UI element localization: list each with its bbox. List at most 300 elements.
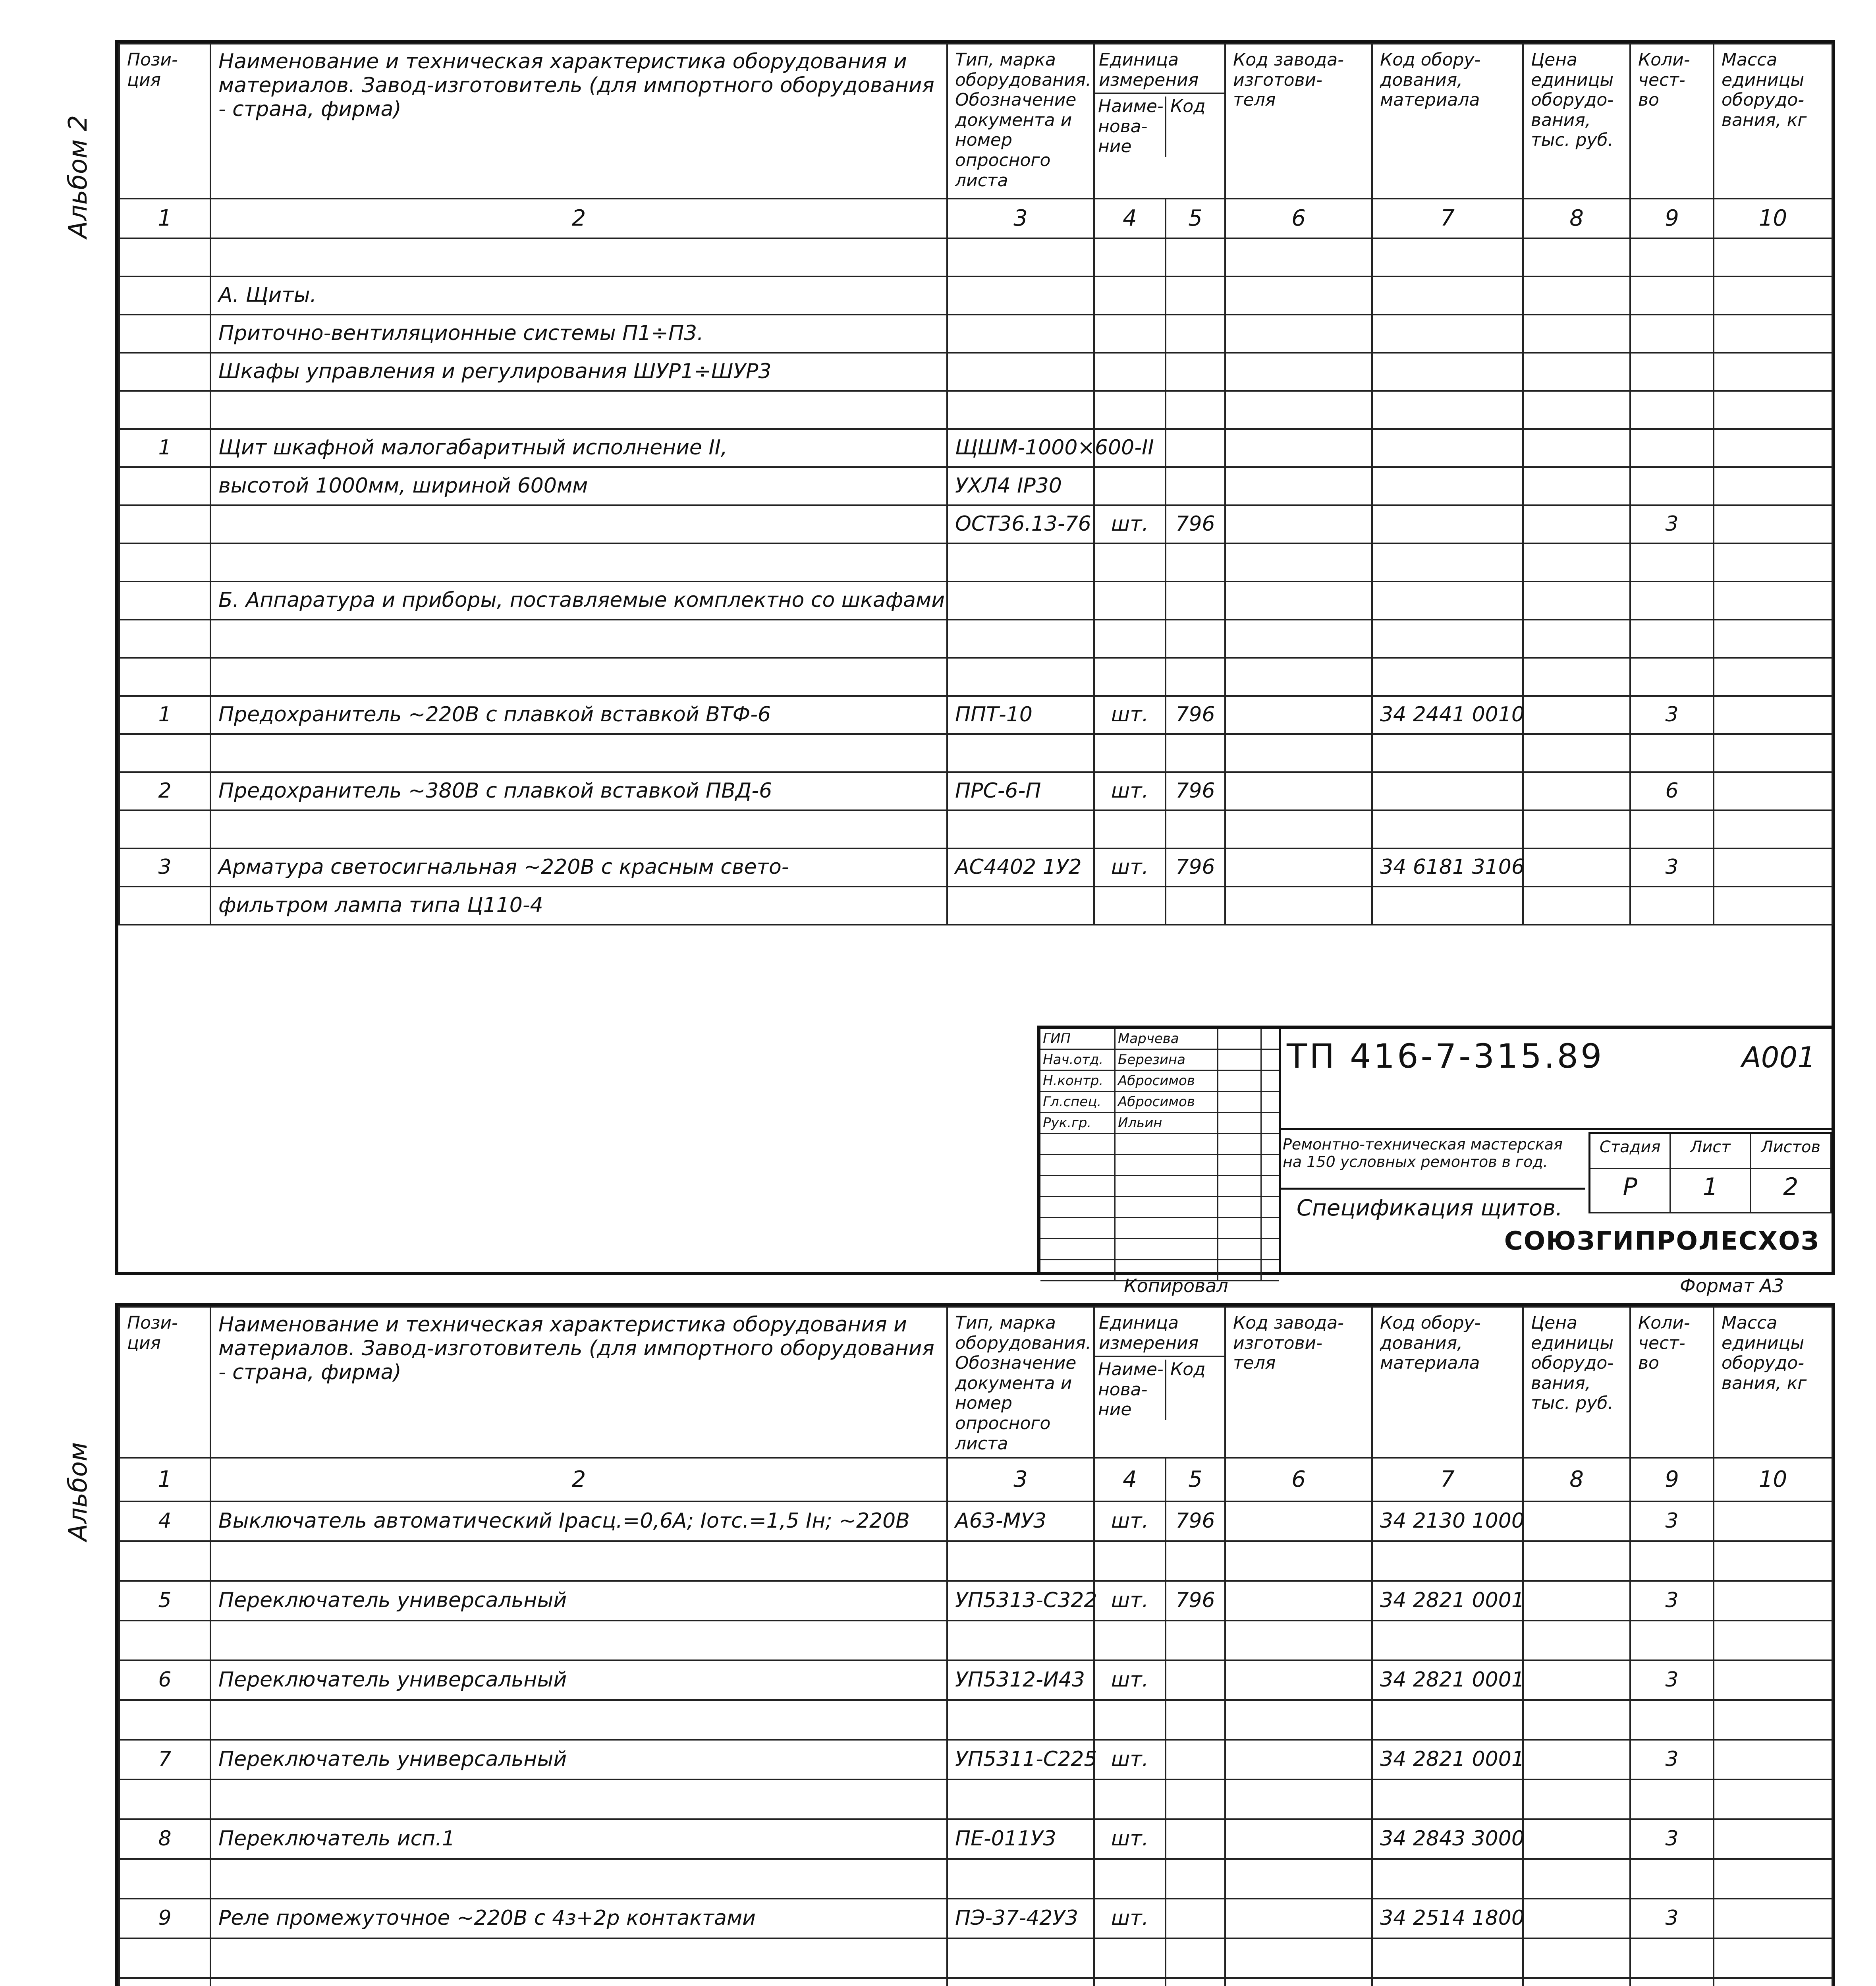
row-equipment-code (1372, 1541, 1523, 1581)
row-price (1523, 1819, 1630, 1859)
row-plant-code (1225, 1740, 1372, 1779)
row-type: УХЛ4 IP30 (947, 467, 1094, 505)
row-price (1523, 734, 1630, 772)
row-type (947, 353, 1094, 391)
hdr-unit-name: Наиме-нова-ние (1095, 97, 1166, 157)
row-unit-code (1166, 1938, 1225, 1978)
title-block (1037, 1026, 1832, 1272)
spec-table-sheet2 (118, 1306, 1833, 1986)
row-unit (1094, 1621, 1166, 1660)
row-name (210, 1621, 947, 1660)
row-plant-code (1225, 696, 1372, 734)
row-name (210, 810, 947, 848)
hdr-unit (1094, 1307, 1225, 1458)
table-row (119, 1501, 1832, 1541)
row-unit-code (1166, 1779, 1225, 1819)
row-plant-code (1225, 1581, 1372, 1621)
row-unit-code (1166, 582, 1225, 620)
row-plant-code (1225, 1859, 1372, 1899)
row-type (947, 543, 1094, 582)
row-plant-code (1225, 1899, 1372, 1938)
row-plant-code (1225, 1501, 1372, 1541)
row-type (947, 1978, 1094, 1986)
row-name: фильтром лампа типа Ц110-4 (210, 887, 947, 925)
row-type (947, 1621, 1094, 1660)
hdr-type: Тип, марка оборудования. Обозначение документа и номер опросного листа (947, 1307, 1094, 1458)
row-position: 8 (119, 1819, 210, 1859)
row-equipment-code (1372, 467, 1523, 505)
table-row (119, 620, 1832, 658)
table-row (119, 1740, 1832, 1779)
row-plant-code (1225, 505, 1372, 543)
row-mass (1714, 1740, 1832, 1779)
row-price (1523, 1938, 1630, 1978)
row-unit: шт. (1094, 1740, 1166, 1779)
table-row (119, 276, 1832, 315)
row-plant-code (1225, 734, 1372, 772)
row-quantity: 3 (1630, 1581, 1714, 1621)
col-num: 3 (947, 199, 1094, 238)
row-unit: шт. (1094, 696, 1166, 734)
row-plant-code (1225, 810, 1372, 848)
col-num: 2 (210, 1458, 947, 1501)
row-plant-code (1225, 1700, 1372, 1740)
row-type: УП5312-И43 (947, 1660, 1094, 1700)
row-type (947, 810, 1094, 848)
row-position (119, 810, 210, 848)
row-unit-code (1166, 276, 1225, 315)
row-mass (1714, 1700, 1832, 1740)
row-price (1523, 1700, 1630, 1740)
row-position: 6 (119, 1660, 210, 1700)
row-unit: шт. (1094, 1581, 1166, 1621)
row-mass (1714, 543, 1832, 582)
stage-value: Р (1590, 1169, 1671, 1213)
sig-row (1040, 1113, 1279, 1134)
row-equipment-code (1372, 1938, 1523, 1978)
row-quantity (1630, 543, 1714, 582)
row-mass (1714, 315, 1832, 353)
row-name (210, 505, 947, 543)
row-equipment-code: 34 2514 1800 (1372, 1899, 1523, 1938)
row-name (210, 238, 947, 276)
sig-person: Абросимов (1116, 1092, 1218, 1112)
row-equipment-code (1372, 315, 1523, 353)
table-row (119, 696, 1832, 734)
row-position (119, 620, 210, 658)
row-price (1523, 887, 1630, 925)
stage-table (1588, 1132, 1832, 1213)
row-name: Арматура светосигнальная ~220В с красным свето- (210, 848, 947, 887)
row-mass (1714, 772, 1832, 810)
row-mass (1714, 620, 1832, 658)
row-type: ППТ-10 (947, 696, 1094, 734)
sheets-label: Листов (1751, 1134, 1832, 1169)
row-name: Щит шкафной малогабаритный исполнение II, (210, 429, 947, 467)
row-unit-code (1166, 658, 1225, 696)
row-plant-code (1225, 1978, 1372, 1986)
table-row (119, 1700, 1832, 1740)
row-name (210, 1978, 947, 1986)
sig-row-empty (1040, 1218, 1279, 1239)
row-unit-code: 796 (1166, 1581, 1225, 1621)
row-unit (1094, 238, 1166, 276)
row-quantity (1630, 429, 1714, 467)
sig-signature (1218, 1113, 1262, 1133)
sig-row-empty (1040, 1155, 1279, 1176)
column-number-row (119, 199, 1832, 238)
row-mass (1714, 505, 1832, 543)
row-quantity (1630, 810, 1714, 848)
row-unit-code: 796 (1166, 696, 1225, 734)
row-quantity (1630, 1978, 1714, 1986)
row-equipment-code (1372, 391, 1523, 429)
row-unit: шт. (1094, 505, 1166, 543)
hdr-price: Цена единицы оборудо-вания, тыс. руб. (1523, 1307, 1630, 1458)
sheet1-body (119, 238, 1832, 925)
row-price (1523, 582, 1630, 620)
table-row (119, 1621, 1832, 1660)
col-num: 8 (1523, 1458, 1630, 1501)
divider (1279, 1188, 1585, 1190)
row-price (1523, 848, 1630, 887)
row-plant-code (1225, 772, 1372, 810)
row-position (119, 1859, 210, 1899)
row-quantity (1630, 1541, 1714, 1581)
row-unit-code: 796 (1166, 1501, 1225, 1541)
col-num: 2 (210, 199, 947, 238)
row-mass (1714, 887, 1832, 925)
document-code: ТП 416-7-315.89 (1287, 1037, 1604, 1076)
signature-grid (1040, 1029, 1281, 1272)
row-unit-code (1166, 887, 1225, 925)
sig-role: Н.контр. (1040, 1071, 1116, 1091)
row-equipment-code (1372, 238, 1523, 276)
hdr-pos: Пози-ция (119, 44, 210, 199)
row-type (947, 315, 1094, 353)
row-position (119, 391, 210, 429)
row-price (1523, 353, 1630, 391)
sig-role: Гл.спец. (1040, 1092, 1116, 1112)
row-equipment-code (1372, 276, 1523, 315)
table-row (119, 658, 1832, 696)
row-quantity: 3 (1630, 696, 1714, 734)
document-title: Спецификация щитов. (1297, 1195, 1563, 1221)
row-unit-code (1166, 543, 1225, 582)
row-mass (1714, 1938, 1832, 1978)
hdr-plant-code: Код завода-изготови-теля (1225, 1307, 1372, 1458)
row-quantity (1630, 1859, 1714, 1899)
row-type (947, 658, 1094, 696)
row-equipment-code: 34 2441 0010 (1372, 696, 1523, 734)
row-unit (1094, 658, 1166, 696)
row-quantity (1630, 238, 1714, 276)
table-row (119, 1938, 1832, 1978)
row-name (210, 1779, 947, 1819)
hdr-unit-code: Код (1170, 1359, 1206, 1380)
row-position: 3 (119, 848, 210, 887)
row-mass (1714, 658, 1832, 696)
row-position (119, 315, 210, 353)
table-row (119, 391, 1832, 429)
sheet-2 (115, 1303, 1835, 1986)
row-name: Переключатель универсальный (210, 1581, 947, 1621)
row-position (119, 276, 210, 315)
row-price (1523, 1541, 1630, 1581)
table-row (119, 238, 1832, 276)
table-row (119, 505, 1832, 543)
row-price (1523, 620, 1630, 658)
copied-label: Копировал (1124, 1275, 1228, 1296)
row-price (1523, 1779, 1630, 1819)
row-quantity (1630, 1621, 1714, 1660)
row-quantity (1630, 582, 1714, 620)
row-plant-code (1225, 1938, 1372, 1978)
stage-label: Стадия (1590, 1134, 1671, 1169)
row-price (1523, 1621, 1630, 1660)
row-position (119, 353, 210, 391)
col-num: 3 (947, 1458, 1094, 1501)
row-unit-code (1166, 391, 1225, 429)
row-position (119, 734, 210, 772)
row-quantity: 6 (1630, 772, 1714, 810)
row-unit (1094, 1541, 1166, 1581)
hdr-qty: Коли-чест-во (1630, 1307, 1714, 1458)
sig-row (1040, 1092, 1279, 1113)
row-plant-code (1225, 620, 1372, 658)
row-position (119, 1779, 210, 1819)
row-unit-code (1166, 810, 1225, 848)
sheet-1 (115, 40, 1835, 1275)
row-price (1523, 1859, 1630, 1899)
row-plant-code (1225, 429, 1372, 467)
table-row (119, 1859, 1832, 1899)
row-mass (1714, 1581, 1832, 1621)
row-plant-code (1225, 238, 1372, 276)
sig-row (1040, 1050, 1279, 1071)
row-unit (1094, 620, 1166, 658)
row-type (947, 276, 1094, 315)
hdr-unit-name: Наиме-нова-ние (1095, 1360, 1166, 1420)
table-row (119, 810, 1832, 848)
table-row (119, 429, 1832, 467)
hdr-unit-group: Единица измерения (1095, 1308, 1224, 1357)
table-row (119, 467, 1832, 505)
table-row (119, 1899, 1832, 1938)
row-quantity (1630, 391, 1714, 429)
spec-table-sheet1 (118, 43, 1833, 925)
row-type: А63-МУ3 (947, 1501, 1094, 1541)
row-unit-code (1166, 1541, 1225, 1581)
row-quantity: 3 (1630, 1501, 1714, 1541)
col-num: 1 (119, 1458, 210, 1501)
row-type (947, 1779, 1094, 1819)
row-quantity (1630, 1938, 1714, 1978)
row-unit-code (1166, 1859, 1225, 1899)
row-name: Переключатель универсальный (210, 1660, 947, 1700)
row-equipment-code (1372, 1779, 1523, 1819)
row-unit (1094, 391, 1166, 429)
row-price (1523, 1501, 1630, 1541)
row-position: 5 (119, 1581, 210, 1621)
row-equipment-code (1372, 658, 1523, 696)
col-num: 9 (1630, 1458, 1714, 1501)
row-position (119, 1978, 210, 1986)
col-num: 1 (119, 199, 210, 238)
row-plant-code (1225, 1779, 1372, 1819)
row-price (1523, 696, 1630, 734)
row-name: Переключатель исп.1 (210, 1819, 947, 1859)
sig-signature (1218, 1071, 1262, 1091)
row-type: ПЭ-37-42У3 (947, 1899, 1094, 1938)
row-mass (1714, 1660, 1832, 1700)
row-price (1523, 505, 1630, 543)
row-price (1523, 658, 1630, 696)
row-mass (1714, 1978, 1832, 1986)
row-position (119, 658, 210, 696)
row-name (210, 543, 947, 582)
row-quantity (1630, 467, 1714, 505)
col-num: 5 (1166, 199, 1225, 238)
row-quantity (1630, 887, 1714, 925)
row-equipment-code: 34 2821 0001 (1372, 1581, 1523, 1621)
row-name: А. Щиты. (210, 276, 947, 315)
row-price (1523, 1581, 1630, 1621)
row-plant-code (1225, 353, 1372, 391)
row-unit-code (1166, 1621, 1225, 1660)
row-type (947, 1859, 1094, 1899)
row-equipment-code: 34 2843 3000 (1372, 1819, 1523, 1859)
row-unit (1094, 1859, 1166, 1899)
column-number-row (119, 1458, 1832, 1501)
row-equipment-code (1372, 620, 1523, 658)
row-unit-code (1166, 238, 1225, 276)
row-price (1523, 467, 1630, 505)
col-num: 4 (1094, 199, 1166, 238)
row-equipment-code: 34 2130 1000 (1372, 1501, 1523, 1541)
row-quantity (1630, 276, 1714, 315)
row-quantity: 3 (1630, 1819, 1714, 1859)
row-price (1523, 1660, 1630, 1700)
row-plant-code (1225, 1660, 1372, 1700)
row-plant-code (1225, 276, 1372, 315)
row-type: УП5313-С322 (947, 1581, 1094, 1621)
row-mass (1714, 238, 1832, 276)
col-num: 10 (1714, 199, 1832, 238)
col-num: 6 (1225, 199, 1372, 238)
row-unit (1094, 353, 1166, 391)
sig-role: Рук.гр. (1040, 1113, 1116, 1133)
sheet2-body (119, 1501, 1832, 1986)
row-price (1523, 810, 1630, 848)
row-mass (1714, 353, 1832, 391)
sig-person: Абросимов (1116, 1071, 1218, 1091)
row-mass (1714, 734, 1832, 772)
row-name (210, 1859, 947, 1899)
row-quantity (1630, 1700, 1714, 1740)
row-position (119, 238, 210, 276)
row-equipment-code (1372, 734, 1523, 772)
sig-person: Марчева (1116, 1029, 1218, 1049)
row-position (119, 543, 210, 582)
row-type: ОСТ36.13-76 (947, 505, 1094, 543)
hdr-qty: Коли-чест-во (1630, 44, 1714, 199)
row-unit: шт. (1094, 1501, 1166, 1541)
row-unit-code (1166, 1819, 1225, 1859)
row-equipment-code (1372, 582, 1523, 620)
row-name (210, 1700, 947, 1740)
hdr-pos: Пози-ция (119, 1307, 210, 1458)
row-price (1523, 1978, 1630, 1986)
sheet-value: 1 (1671, 1169, 1751, 1213)
row-mass (1714, 276, 1832, 315)
row-equipment-code (1372, 1621, 1523, 1660)
row-mass (1714, 810, 1832, 848)
row-unit-code: 796 (1166, 848, 1225, 887)
row-name (210, 658, 947, 696)
row-equipment-code: 34 6181 3106 (1372, 848, 1523, 887)
row-position (119, 505, 210, 543)
row-unit (1094, 1779, 1166, 1819)
row-price (1523, 391, 1630, 429)
row-unit-code (1166, 353, 1225, 391)
col-num: 7 (1372, 199, 1523, 238)
row-unit-code (1166, 1700, 1225, 1740)
row-quantity: 3 (1630, 848, 1714, 887)
table-row (119, 1541, 1832, 1581)
row-unit-code (1166, 734, 1225, 772)
hdr-name: Наименование и техническая характеристика оборудования и материалов. Завод-изготовитель (для импортного оборудования - страна, фирма) (210, 1307, 947, 1458)
divider (1279, 1128, 1832, 1130)
row-equipment-code (1372, 429, 1523, 467)
row-type: ПРС-6-П (947, 772, 1094, 810)
row-unit (1094, 276, 1166, 315)
row-equipment-code (1372, 1859, 1523, 1899)
sig-row (1040, 1071, 1279, 1092)
header-row (119, 44, 1832, 199)
sig-row-empty (1040, 1239, 1279, 1260)
table-row (119, 353, 1832, 391)
row-unit (1094, 810, 1166, 848)
row-type (947, 1541, 1094, 1581)
row-equipment-code (1372, 810, 1523, 848)
row-unit: шт. (1094, 1899, 1166, 1938)
hdr-mass: Масса единицы оборудо-вания, кг (1714, 1307, 1832, 1458)
row-quantity (1630, 315, 1714, 353)
row-plant-code (1225, 658, 1372, 696)
row-position (119, 1541, 210, 1581)
table-row (119, 1581, 1832, 1621)
row-type (947, 582, 1094, 620)
row-unit (1094, 1700, 1166, 1740)
row-plant-code (1225, 315, 1372, 353)
row-unit (1094, 734, 1166, 772)
row-plant-code (1225, 391, 1372, 429)
row-name (210, 1541, 947, 1581)
row-price (1523, 315, 1630, 353)
row-type (947, 1938, 1094, 1978)
row-name: Б. Аппаратура и приборы, поставляемые комплектно со шкафами (210, 582, 947, 620)
row-unit-code (1166, 620, 1225, 658)
row-equipment-code (1372, 772, 1523, 810)
row-unit (1094, 1978, 1166, 1986)
row-plant-code (1225, 467, 1372, 505)
col-num: 7 (1372, 1458, 1523, 1501)
sig-row-empty (1040, 1176, 1279, 1197)
col-num: 5 (1166, 1458, 1225, 1501)
row-mass (1714, 1819, 1832, 1859)
sheet-label: Лист (1671, 1134, 1751, 1169)
